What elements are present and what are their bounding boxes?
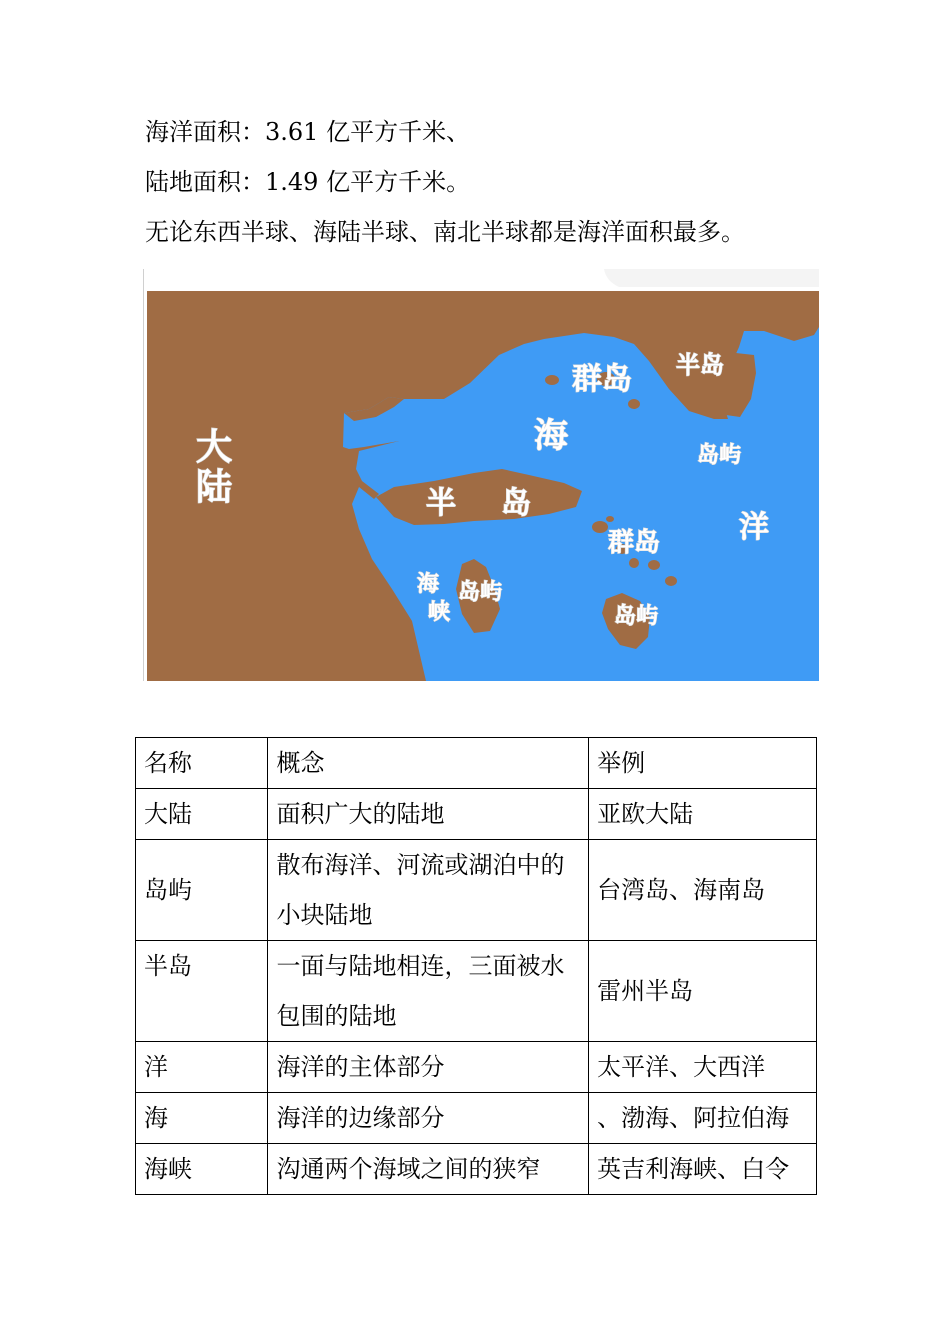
archipelago-mid-isle-1 [592, 521, 608, 533]
land-sea-map [143, 269, 819, 681]
label-archipelago-mid: 群岛 [608, 528, 661, 558]
label-peninsula-mid-1: 半 [426, 486, 456, 521]
archipelago-mid-isle-4 [648, 560, 660, 570]
label-island-left: 岛屿 [458, 579, 503, 605]
map-frame-top [604, 269, 819, 287]
table-row [136, 1042, 817, 1093]
cell-example: 亚欧大陆 [589, 789, 817, 840]
hemisphere-summary-text: 无论东西半球、海陆半球、南北半球都是海洋面积最多。 [145, 218, 745, 246]
geography-terms-table [135, 737, 817, 1195]
cell-name: 岛屿 [136, 840, 268, 941]
table-row [136, 789, 817, 840]
archipelago-mid-isle-6 [606, 516, 614, 522]
archipelago-mid-isle-5 [665, 576, 677, 586]
land-sea-map-svg [144, 269, 819, 681]
cell-concept: 散布海洋、河流或湖泊中的小块陆地 [268, 840, 589, 941]
label-continent-2: 陆 [196, 466, 233, 508]
table-row [136, 941, 817, 1042]
table-header-row [136, 738, 817, 789]
header-name: 名称 [136, 738, 268, 789]
archipelago-top-isle-1 [545, 375, 559, 385]
cell-concept: 海洋的边缘部分 [268, 1093, 589, 1144]
label-continent-1: 大 [196, 426, 233, 468]
label-archipelago-top: 群岛 [572, 362, 632, 397]
cell-name: 大陆 [136, 789, 268, 840]
ocean-area-text: 海洋面积：3.61 亿平方千米、 [145, 118, 471, 146]
header-concept: 概念 [268, 738, 589, 789]
cell-name: 海峡 [136, 1144, 268, 1195]
table-row [136, 1093, 817, 1144]
cell-example: 雷州半岛 [589, 941, 817, 1042]
cell-concept: 海洋的主体部分 [268, 1042, 589, 1093]
label-island-right: 岛屿 [697, 442, 742, 468]
cell-name: 海 [136, 1093, 268, 1144]
header-example: 举例 [589, 738, 817, 789]
table-row [136, 1144, 817, 1195]
label-sea: 海 [534, 416, 568, 456]
cell-concept: 一面与陆地相连，三面被水包围的陆地 [268, 941, 589, 1042]
cell-concept: 面积广大的陆地 [268, 789, 589, 840]
cell-concept: 沟通两个海域之间的狭窄 [268, 1144, 589, 1195]
label-strait-2: 峡 [428, 599, 451, 625]
label-peninsula-mid-2: 岛 [501, 486, 531, 521]
label-strait-1: 海 [417, 571, 440, 597]
cell-example: 、渤海、阿拉伯海 [589, 1093, 817, 1144]
cell-example: 台湾岛、海南岛 [589, 840, 817, 941]
cell-name: 半岛 [136, 941, 268, 1042]
archipelago-mid-isle-3 [629, 558, 639, 568]
table-row [136, 840, 817, 941]
cell-example: 太平洋、大西洋 [589, 1042, 817, 1093]
label-island-bottom: 岛屿 [614, 603, 659, 629]
archipelago-top-isle-3 [628, 399, 640, 409]
cell-name: 洋 [136, 1042, 268, 1093]
land-area-text: 陆地面积：1.49 亿平方千米。 [145, 168, 471, 196]
label-ocean: 洋 [739, 510, 769, 545]
cell-example: 英吉利海峡、白令 [589, 1144, 817, 1195]
label-peninsula-top: 半岛 [676, 350, 724, 379]
